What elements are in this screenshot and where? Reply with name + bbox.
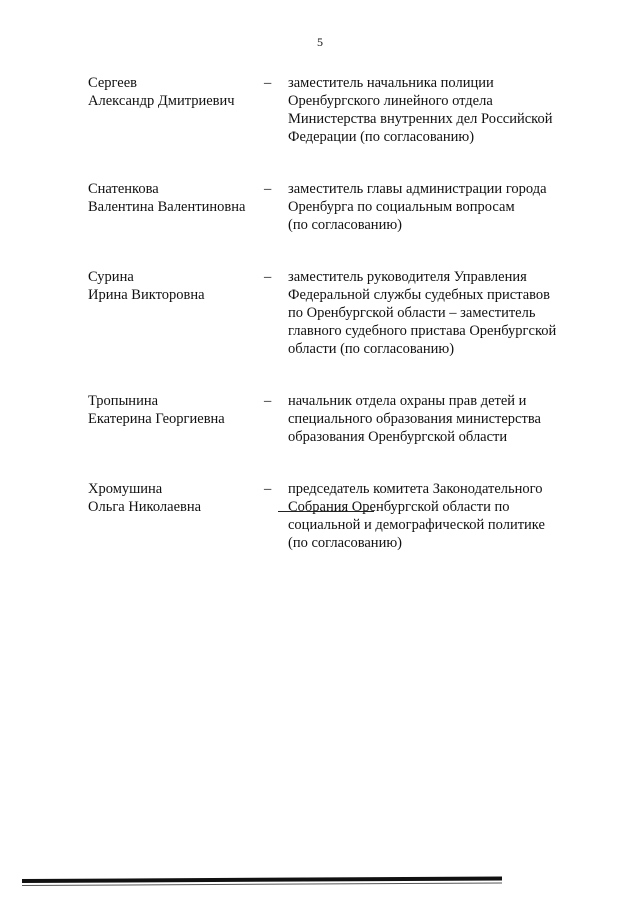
list-item [88,74,568,146]
list-item [88,180,568,234]
member-surname: Тропынина [88,393,159,409]
dash-separator: – [264,75,272,91]
member-given-names: Екатерина Георгиевна [88,411,225,427]
member-given-names: Александр Дмитриевич [88,93,235,109]
dash-separator: – [264,481,272,497]
scan-edge-line [22,876,502,883]
dash-separator: – [264,181,272,197]
dash-separator: – [264,269,272,285]
member-given-names: Валентина Валентиновна [88,199,246,215]
member-name [88,74,264,110]
member-position: заместитель руководителя Управления Федеральной службы судебных приставов по Оренбургской области – заместитель главного судебного пристава Оренбургской области (по согласованию) [288,269,557,357]
member-surname: Сергеев [88,75,138,91]
member-position: начальник отдела охраны прав детей и специального образования министерства образования Оренбургской области [288,393,541,445]
dash-separator: – [264,393,272,409]
end-separator-line [278,511,374,512]
list-item [88,480,568,552]
list-item [88,268,568,358]
member-given-names: Ирина Викторовна [88,287,205,303]
member-surname: Хромушина [88,481,163,497]
member-name [88,268,264,304]
member-name [88,180,264,216]
member-position: председатель комитета Законодательного Собрания Оренбургской области по социальной и демографической политике (по согласованию) [288,481,545,551]
page-number: 5 [317,35,323,49]
member-name [88,480,264,516]
member-surname: Снатенкова [88,181,159,197]
member-position: заместитель главы администрации города Оренбурга по социальным вопросам (по согласованию) [288,181,547,233]
member-name [88,392,264,428]
list-item [88,392,568,446]
members-list [88,74,568,552]
member-position: заместитель начальника полиции Оренбургского линейного отдела Министерства внутренних дел Российской Федерации (по согласованию) [288,75,553,145]
member-given-names: Ольга Николаевна [88,499,202,515]
member-surname: Сурина [88,269,134,285]
